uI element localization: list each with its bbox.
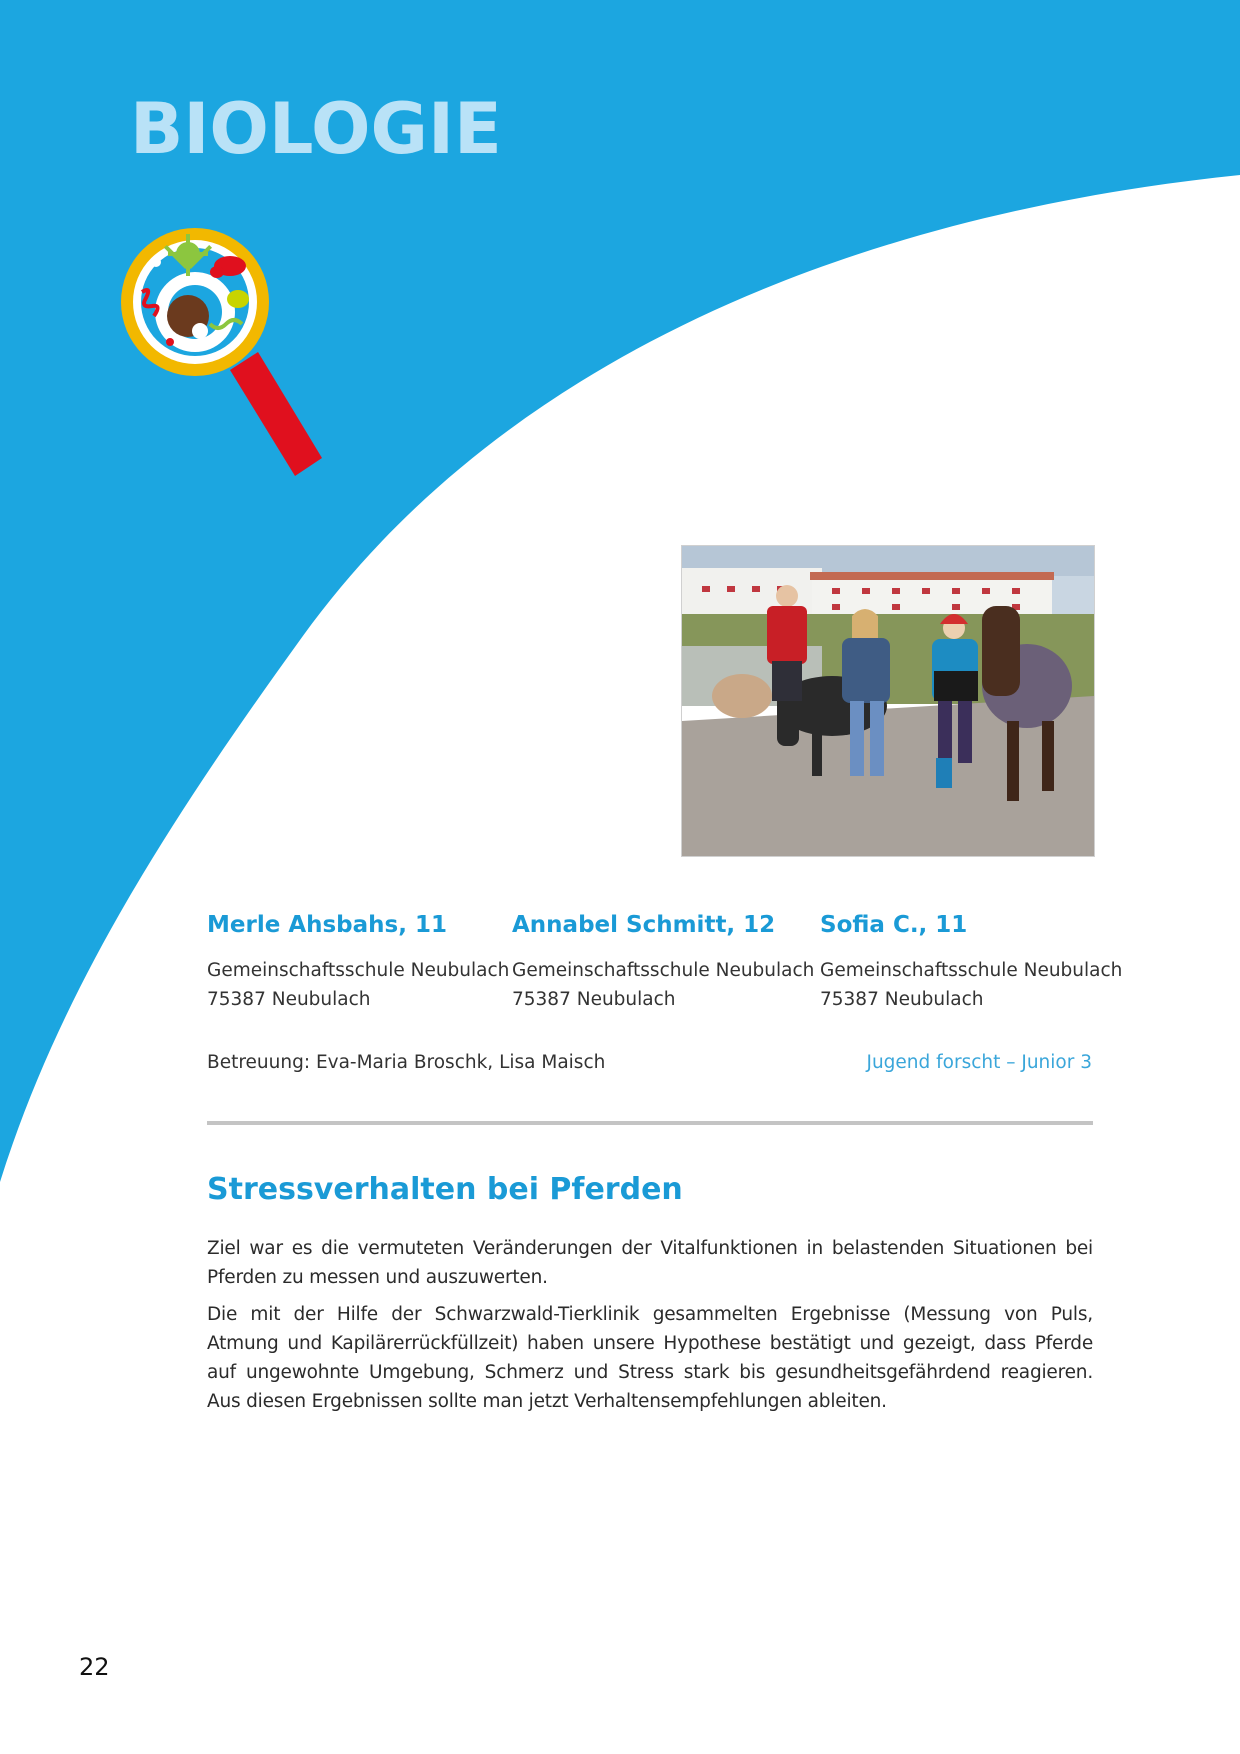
project-abstract — [207, 1234, 1093, 1424]
author-name: Merle Ahsbahs, 11 — [207, 912, 447, 938]
abstract-paragraph: Ziel war es die vermuteten Veränderungen der Vitalfunktionen in belastenden Situationen bei Pferden zu messen und auszuwerten. — [207, 1238, 1093, 1288]
supervision-line: Betreuung: Eva-Maria Broschk, Lisa Maisch — [207, 1052, 606, 1073]
abstract-paragraph: Die mit der Hilfe der Schwarzwald-Tierklinik gesammelten Ergebnisse (Messung von Puls, Atmung und Kapilärerrückfüllzeit) haben unsere Hypothese bestätigt und gezeigt, dass Pferde auf ungewohnte Umgebung, Schmerz und Stress stark bis gesundheitsgefährdend reagieren. Aus diesen Ergebnissen sollte man jetzt Verhaltensempfehlungen ableiten. — [207, 1304, 1093, 1412]
project-photo — [681, 545, 1095, 857]
author-name: Annabel Schmitt, 12 — [512, 912, 776, 938]
author-card — [512, 912, 815, 1014]
authors-block — [207, 912, 1123, 1023]
author-city: 75387 Neubulach — [820, 989, 984, 1011]
author-city: 75387 Neubulach — [207, 989, 371, 1011]
page-number: 22 — [79, 1653, 110, 1681]
author-card — [820, 912, 1123, 1014]
magnifier-microbes-icon — [115, 220, 335, 500]
project-title: Stressverhalten bei Pferden — [207, 1172, 683, 1207]
author-name: Sofia C., 11 — [820, 912, 968, 938]
subject-title: BIOLOGIE — [130, 88, 502, 170]
author-card — [207, 912, 510, 1014]
author-school: Gemeinschaftsschule Neubulach — [820, 960, 1123, 982]
author-school: Gemeinschaftsschule Neubulach — [512, 960, 815, 982]
competition-category: Jugend forscht – Junior 3 — [866, 1052, 1092, 1073]
author-school: Gemeinschaftsschule Neubulach — [207, 960, 510, 982]
section-divider — [207, 1121, 1093, 1125]
author-city: 75387 Neubulach — [512, 989, 676, 1011]
